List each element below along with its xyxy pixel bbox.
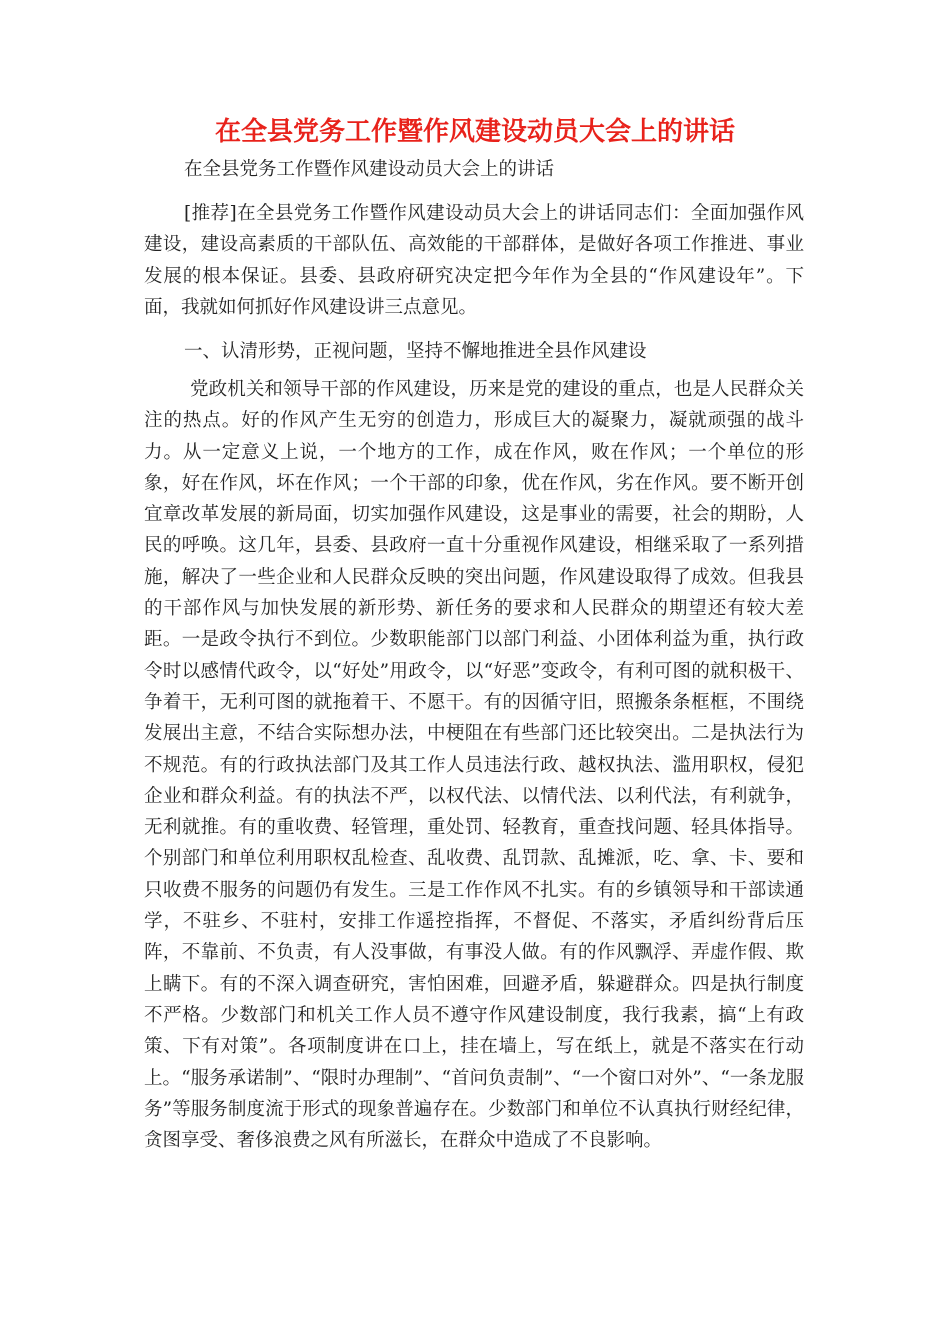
document-subtitle: 在全县党务工作暨作风建设动员大会上的讲话 [184,159,555,180]
document-title: 在全县党务工作暨作风建设动员大会上的讲话 [214,117,735,147]
section-heading: 一、认清形势，正视问题，坚持不懈地推进全县作风建设 [184,341,647,362]
body-paragraph: 党政机关和领导干部的作风建设，历来是党的建设的重点，也是人民群众关注的热点。好的作风产生无穷的创造力，形成巨大的凝聚力，凝就顽强的战斗力。从一定意义上说，一个地方的工作，成在作风，败在作风；一个单位的形象，好在作风，坏在作风；一个干部的印象，优在作风，劣在作风。要不断开创宜章改革发展的新局面，切实加强作风建设，这是事业的需要，社会的期盼，人民的呼唤。这几年，县委、县政府一直十分重视作风建设，相继采取了一系列措施，解决了一些企业和人民群众反映的突出问题，作风建设取得了成效。但我县的干部作风与加快发展的新形势、新任务的要求和人民群众的期望还有较大差距。一是政令执行不到位。少数职能部门以部门利益、小团体利益为重，执行政令时以感情代政令，以“好处”用政令，以“好恶”变政令，有利可图的就积极干、争着干，无利可图的就拖着干、不愿干。有的因循守旧，照搬条条框框，不围绕发展出主意，不结合实际想办法，中梗阻在有些部门还比较突出。二是执法行为不规范。有的行政执法部门及其工作人员违法行政、越权执法、滥用职权，侵犯企业和群众利益。有的执法不严，以权代法、以情代法、以利代法，有利就争，无利就推。有的重收费、轻管理，重处罚、轻教育，重查找问题、轻具体指导。个别部门和单位利用职权乱检查、乱收费、乱罚款、乱摊派，吃、拿、卡、要和只收费不服务的问题仍有发生。三是工作作风不扎实。有的乡镇领导和干部读通学，不驻乡、不驻村，安排工作遥控指挥，不督促、不落实，矛盾纠纷背后压阵，不靠前、不负责，有人没事做，有事没人做。有的作风飘浮、弄虚作假、欺上瞒下。有的不深入调查研究，害怕困难，回避矛盾，躲避群众。四是执行制度不严格。少数部门和机关工作人员不遵守作风建设制度，我行我素，搞“上有政策、下有对策”。各项制度讲在口上，挂在墙上，写在纸上，就是不落实在行动上。“服务承诺制”、“限时办理制”、“首问负责制”、“一个窗口对外”、“一条龙服务”等服务制度流于形式的现象普遍存在。少数部门和单位不认真执行财经纪律，贪图享受、奢侈浪费之风有所滋长，在群众中造成了不良影响。 [144,379,804,1152]
intro-paragraph: [推荐]在全县党务工作暨作风建设动员大会上的讲话同志们：全面加强作风建设，建设高素质的干部队伍、高效能的干部群体，是做好各项工作推进、事业发展的根本保证。县委、县政府研究决定把今年作为全县的“作风建设年”。下面，我就如何抓好作风建设讲三点意见。 [144,203,804,318]
